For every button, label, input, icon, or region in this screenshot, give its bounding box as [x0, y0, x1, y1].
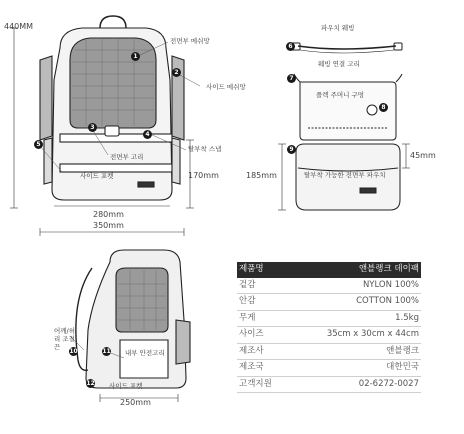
callout-badge-9: 9 [287, 145, 296, 154]
dimension-pouch-45: 45mm [410, 151, 436, 160]
callout-badge-5: 5 [34, 140, 43, 149]
spec-value: NYLON 100% [362, 279, 419, 290]
callout-badge-12: 12 [86, 380, 95, 387]
dimension-height-170: 170mm [188, 171, 219, 180]
spec-value: 앤블랭크 [386, 345, 419, 356]
callout-label-7: 웨빙 연결 고리 [318, 60, 360, 68]
dimension-height-total: 440MM [4, 22, 34, 31]
dimension-width-280: 280mm [93, 210, 124, 219]
spec-header-row [237, 262, 421, 278]
callout-badge-11: 11 [102, 348, 111, 355]
callout-label-8: 플렉 주머니 구멍 [316, 91, 365, 99]
spec-row [237, 344, 421, 361]
spec-label: 제조국 [239, 362, 264, 372]
dimension-side-width: 250mm [120, 398, 151, 407]
spec-value: 1.5kg [395, 312, 419, 323]
spec-value: 35cm x 30cm x 44cm [326, 329, 419, 339]
spec-label: 사이즈 [239, 329, 264, 339]
callout-label-10: 어깨/허리 조절끈 [54, 327, 76, 351]
callout-badge-6: 6 [286, 42, 295, 51]
spec-label: 안감 [239, 296, 256, 306]
callout-label-2: 사이드 메쉬망 [206, 83, 246, 91]
callout-badge-4: 4 [143, 130, 152, 139]
spec-label: 제조사 [239, 345, 264, 356]
spec-row [237, 377, 421, 394]
callout-badge-7: 7 [287, 74, 296, 83]
spec-table [237, 262, 421, 393]
callout-label-5: 사이드 포켓 [80, 172, 114, 180]
callout-badge-10: 10 [69, 348, 78, 355]
spec-row [237, 278, 421, 295]
callout-label-11: 내부 안전고리 [125, 349, 165, 357]
callout-badge-2: 2 [172, 68, 181, 77]
spec-label: 고객지원 [239, 378, 272, 389]
spec-value: COTTON 100% [356, 296, 419, 306]
side-backpack-illustration [76, 250, 190, 388]
callout-label-6: 파우치 웨빙 [321, 24, 355, 32]
spec-value: 대한민국 [386, 362, 419, 372]
spec-header-value: 앤블랭크 데이팩 [358, 264, 419, 274]
spec-header-label: 제품명 [239, 264, 264, 274]
callout-badge-8: 8 [379, 103, 388, 112]
pouch-webbing-illustration [292, 43, 402, 53]
spec-row [237, 360, 421, 377]
callout-label-1: 전면부 메쉬망 [170, 37, 210, 45]
spec-label: 무게 [239, 312, 256, 323]
spec-row [237, 327, 421, 344]
callout-label-4: 탈부착 스냅 [188, 145, 222, 153]
spec-row [237, 294, 421, 311]
callout-badge-1: 1 [131, 52, 140, 61]
callout-badge-3: 3 [88, 123, 97, 132]
callout-label-12: 사이드 포켓 [109, 382, 143, 390]
spec-label: 겉감 [239, 279, 256, 290]
callout-label-3: 전면부 고리 [110, 153, 144, 161]
spec-value: 02-6272-0027 [358, 378, 419, 389]
dimension-width-350: 350mm [93, 221, 124, 230]
spec-row [237, 311, 421, 328]
dimension-pouch-height: 185mm [246, 171, 277, 180]
callout-label-9: 탈부착 가능한 전면부 파우치 [304, 171, 386, 179]
